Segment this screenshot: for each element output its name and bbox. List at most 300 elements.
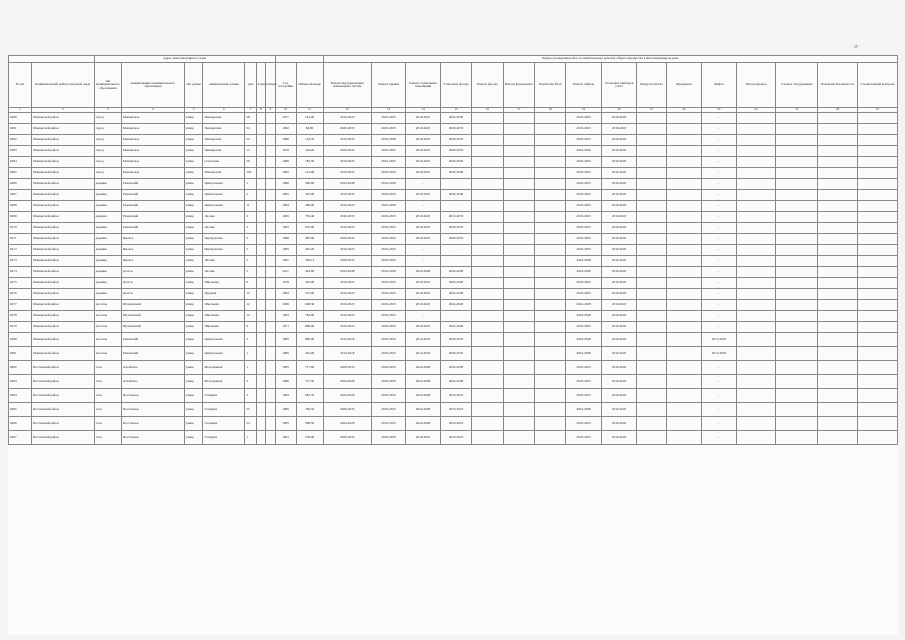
table-cell (637, 389, 666, 403)
table-cell (503, 245, 534, 256)
table-cell: Лесная (203, 256, 245, 267)
blank-corner (9, 56, 95, 63)
table-cell: 2024-2028 (566, 267, 602, 278)
table-cell: 2019-2033 (566, 245, 602, 256)
table-cell: 2019-2023 (406, 234, 441, 245)
table-cell: Пестовское (121, 417, 184, 431)
table-cell: 2019-2028 (371, 179, 406, 190)
table-cell (736, 212, 776, 223)
table-cell: 6285 (9, 403, 32, 417)
table-cell: - (702, 375, 737, 389)
table-cell: Раменский (121, 190, 184, 201)
table-cell: 2013-2018 (702, 333, 737, 347)
table-cell: 680,00 (296, 333, 323, 347)
table-cell: - (702, 361, 737, 375)
table-cell (666, 179, 702, 190)
table-cell (534, 234, 565, 245)
table-cell: 2014-2018 (406, 347, 441, 361)
table-cell: 1985 (275, 347, 296, 361)
table-cell: Мошенской район (32, 190, 95, 201)
table-cell: улица (184, 278, 203, 289)
table-cell (503, 267, 534, 278)
table-cell (736, 201, 776, 212)
table-row (9, 300, 898, 311)
column-number: 9 (266, 108, 275, 113)
table-cell (503, 168, 534, 179)
column-number: 13 (371, 108, 406, 113)
table-cell: 2019-2043 (601, 256, 637, 267)
table-row (9, 417, 898, 431)
table-cell (637, 245, 666, 256)
table-cell: 2019-2023 (371, 256, 406, 267)
table-row (9, 403, 898, 417)
table-cell: Гагарина (203, 403, 245, 417)
table-cell (857, 245, 897, 256)
table-cell: Мошенской район (32, 256, 95, 267)
table-cell (857, 256, 897, 267)
table-cell (637, 135, 666, 146)
table-cell: Мошенской район (32, 146, 95, 157)
table-cell (266, 157, 275, 168)
table-cell (637, 417, 666, 431)
table-cell (637, 124, 666, 135)
table-cell: 1966 (275, 179, 296, 190)
table-cell (472, 278, 503, 289)
table-cell: 2024-2028 (406, 417, 441, 431)
table-cell: Пестовское (121, 403, 184, 417)
column-header: Год постройки (275, 63, 296, 108)
table-cell: 2013-2018 (702, 347, 737, 361)
table-cell (736, 322, 776, 333)
table-cell (256, 300, 265, 311)
table-cell (637, 212, 666, 223)
table-row (9, 179, 898, 190)
table-cell (637, 431, 666, 445)
table-cell (256, 157, 265, 168)
table-cell: 6281 (9, 347, 32, 361)
table-cell: 2019-2023 (440, 403, 471, 417)
table-cell (266, 234, 275, 245)
table-cell: 2019-2043 (601, 157, 637, 168)
table-cell: Черемуховая (203, 234, 245, 245)
table-cell: 2019-2025 (406, 157, 441, 168)
table-cell: 6280 (9, 113, 32, 124)
column-header: муниципальный район/городской округ (32, 63, 95, 108)
table-cell: Прудная (203, 289, 245, 300)
table-cell: 2019-2023 (406, 212, 441, 223)
table-cell: 2019-2023 (371, 311, 406, 322)
table-cell (256, 389, 265, 403)
table-cell (818, 322, 858, 333)
column-header: Ремонт внутридомовых инженерных систем (323, 63, 371, 108)
table-cell: 2019-2033 (323, 157, 371, 168)
column-header: Утепление фасада (440, 63, 471, 108)
table-cell (857, 168, 897, 179)
table-cell: Гагарина (203, 431, 245, 445)
table-row (9, 124, 898, 135)
column-header-row (9, 63, 898, 108)
table-cell: 1966 (275, 135, 296, 146)
table-cell (503, 300, 534, 311)
schedule-sheet (8, 55, 898, 635)
column-header: литера (266, 63, 275, 108)
table-cell: 1985 (275, 417, 296, 431)
table-cell: 2019-2023 (371, 234, 406, 245)
table-cell: 2019-2023 (406, 135, 441, 146)
column-number: 3 (94, 108, 121, 113)
table-cell: 727,50 (296, 375, 323, 389)
table-cell: 2019-2033 (566, 234, 602, 245)
table-cell: 2019-2025 (406, 146, 441, 157)
table-cell: 2029-2033 (323, 124, 371, 135)
table-cell: Раменский (121, 333, 184, 347)
table-cell: деревня (94, 179, 121, 190)
table-cell (503, 201, 534, 212)
table-cell (736, 289, 776, 300)
table-cell: - (702, 300, 737, 311)
table-cell: 2019-2023 (371, 223, 406, 234)
table-row (9, 234, 898, 245)
table-cell: 390,13 (296, 256, 323, 267)
table-cell (637, 146, 666, 157)
table-cell: 2019-2023 (440, 417, 471, 431)
table-row (9, 190, 898, 201)
table-cell: 983,70 (296, 389, 323, 403)
column-number: 14 (406, 108, 441, 113)
table-cell: 1969 (275, 300, 296, 311)
table-cell (534, 168, 565, 179)
table-cell: 2024-2028 (440, 278, 471, 289)
table-cell: Черемуховая (203, 245, 245, 256)
table-cell: 568,50 (296, 417, 323, 431)
column-header: Ремонт крыши (371, 63, 406, 108)
table-cell (666, 135, 702, 146)
table-cell (637, 333, 666, 347)
table-cell: 2024-2028 (406, 267, 441, 278)
table-cell: 54 (245, 124, 257, 135)
table-cell (472, 157, 503, 168)
table-cell (256, 347, 265, 361)
table-cell (534, 179, 565, 190)
table-cell (857, 289, 897, 300)
table-body (9, 113, 898, 445)
table-cell: 2019-2023 (566, 201, 602, 212)
table-cell: Долгое (121, 278, 184, 289)
table-cell: 2019-2023 (371, 289, 406, 300)
table-cell (534, 157, 565, 168)
table-cell: улица (184, 375, 203, 389)
table-cell: 2019-2023 (323, 322, 371, 333)
table-cell (736, 256, 776, 267)
table-cell: деревня (94, 223, 121, 234)
table-cell: 2029-2033 (323, 256, 371, 267)
table-cell (637, 403, 666, 417)
table-cell (776, 361, 818, 375)
table-cell: 2019-2023 (566, 168, 602, 179)
table-cell: 6277 (9, 300, 32, 311)
table-cell: село (94, 431, 121, 445)
table-cell (818, 278, 858, 289)
table-cell: 134,70 (296, 135, 323, 146)
table-cell (818, 113, 858, 124)
table-cell (534, 113, 565, 124)
table-cell: 302,00 (296, 278, 323, 289)
table-cell (256, 212, 265, 223)
column-header: Пожарная безопасность (818, 63, 858, 108)
table-cell (736, 347, 776, 361)
table-cell: Ямское (121, 256, 184, 267)
table-cell (534, 245, 565, 256)
table-cell: Алтайское (121, 361, 184, 375)
table-cell (503, 256, 534, 267)
table-cell: 2019-2043 (601, 146, 637, 157)
table-cell (472, 333, 503, 347)
table-cell (776, 403, 818, 417)
table-cell (534, 333, 565, 347)
table-cell (266, 361, 275, 375)
table-cell (736, 300, 776, 311)
table-cell: 2019-2023 (406, 278, 441, 289)
column-number: 4 (121, 108, 184, 113)
table-cell (666, 245, 702, 256)
table-cell: 3 (245, 333, 257, 347)
table-cell: 2019-2023 (566, 431, 602, 445)
table-cell (503, 124, 534, 135)
table-cell (776, 146, 818, 157)
table-cell: Советская (203, 157, 245, 168)
table-cell: 6287 (9, 190, 32, 201)
table-cell (637, 190, 666, 201)
table-cell: - (702, 431, 737, 445)
table-row (9, 361, 898, 375)
table-cell: 2019-2023 (371, 403, 406, 417)
table-cell: Мошенской район (32, 267, 95, 278)
table-cell: 1978 (275, 278, 296, 289)
table-cell (857, 179, 897, 190)
table-cell (503, 361, 534, 375)
table-cell: 6289 (9, 212, 32, 223)
table-cell: 2024-2028 (323, 389, 371, 403)
column-number: 11 (296, 108, 323, 113)
table-cell: 1 (245, 361, 257, 375)
table-cell (266, 212, 275, 223)
table-cell: улица (184, 431, 203, 445)
table-cell (266, 322, 275, 333)
table-cell (266, 168, 275, 179)
column-header: корпус (256, 63, 265, 108)
table-cell (666, 389, 702, 403)
table-cell (857, 113, 897, 124)
table-cell: - (440, 256, 471, 267)
table-cell: 6284 (9, 389, 32, 403)
table-cell: 686,00 (296, 322, 323, 333)
table-cell: 2024-2028 (440, 289, 471, 300)
table-cell (776, 389, 818, 403)
table-cell: - (702, 267, 737, 278)
table-cell (857, 333, 897, 347)
table-cell (503, 234, 534, 245)
table-cell: - (702, 179, 737, 190)
table-cell (857, 267, 897, 278)
table-row (9, 157, 898, 168)
table-cell (472, 124, 503, 135)
table-cell: деревня (94, 201, 121, 212)
table-cell: улица (184, 333, 203, 347)
table-cell (534, 278, 565, 289)
table-cell (472, 267, 503, 278)
table-row (9, 245, 898, 256)
table-cell (266, 146, 275, 157)
table-cell (472, 322, 503, 333)
table-cell (637, 256, 666, 267)
column-header: № п/п (9, 63, 32, 108)
column-number: 27 (857, 108, 897, 113)
table-cell: 2023-2028 (371, 201, 406, 212)
table-cell: Мошенской район (32, 278, 95, 289)
table-cell (503, 403, 534, 417)
column-number: 22 (666, 108, 702, 113)
table-cell: 1985 (275, 403, 296, 417)
table-cell (776, 267, 818, 278)
table-cell: Пестовский район (32, 431, 95, 445)
table-cell (666, 347, 702, 361)
table-cell (666, 361, 702, 375)
page-number: -2- (853, 45, 859, 50)
table-cell (256, 179, 265, 190)
table-cell: 2019-2043 (601, 245, 637, 256)
table-cell (857, 361, 897, 375)
table-cell: Мошенской район (32, 179, 95, 190)
column-number: 1 (9, 108, 32, 113)
table-cell: Мошенской район (32, 223, 95, 234)
table-cell: 305,00 (296, 190, 323, 201)
table-cell: 2029-2033 (371, 361, 406, 375)
table-cell: 6281 (9, 124, 32, 135)
column-header: Газовое оборудование (776, 63, 818, 108)
table-cell (776, 124, 818, 135)
table-cell (818, 361, 858, 375)
column-number: 2 (32, 108, 95, 113)
table-cell (857, 278, 897, 289)
table-cell: улица (184, 311, 203, 322)
table-cell: 2019-2043 (601, 212, 637, 223)
column-number: 12 (323, 108, 371, 113)
table-cell: 6274 (9, 267, 32, 278)
table-cell (266, 300, 275, 311)
table-cell (776, 278, 818, 289)
table-cell (818, 267, 858, 278)
table-cell: 1964 (275, 201, 296, 212)
table-cell: село (94, 375, 121, 389)
table-cell (256, 375, 265, 389)
table-cell: 6283 (9, 146, 32, 157)
table-cell (266, 403, 275, 417)
table-cell (503, 375, 534, 389)
table-cell: 2029-2033 (371, 333, 406, 347)
table-cell: 2024-2028 (406, 403, 441, 417)
table-cell: 6282 (9, 361, 32, 375)
table-cell: 648,30 (296, 300, 323, 311)
table-row (9, 135, 898, 146)
table-cell: 2019-2043 (601, 278, 637, 289)
table-cell (666, 322, 702, 333)
table-cell: 3 (245, 375, 257, 389)
column-header: Ремонт фундамента (503, 63, 534, 108)
table-cell: 2 (245, 190, 257, 201)
table-cell: 2 (245, 212, 257, 223)
table-cell (472, 289, 503, 300)
table-cell: 6279 (9, 322, 32, 333)
column-header: Строительный контроль (857, 63, 897, 108)
table-cell: 2023-2025 (371, 113, 406, 124)
table-cell: Мошенское (121, 168, 184, 179)
table-cell (818, 157, 858, 168)
table-cell: 1 (245, 347, 257, 361)
table-cell: 2029-2033 (323, 403, 371, 417)
table-cell: 2019-2023 (323, 113, 371, 124)
column-number: 17 (503, 108, 534, 113)
table-cell (637, 322, 666, 333)
table-cell: 2024-2028 (440, 361, 471, 375)
table-cell: 15 (245, 146, 257, 157)
table-cell: улица (184, 389, 203, 403)
table-cell (666, 124, 702, 135)
table-cell: 2019-2023 (566, 157, 602, 168)
table-cell (534, 223, 565, 234)
table-cell: Лесная (203, 212, 245, 223)
table-cell (776, 322, 818, 333)
table-cell (534, 124, 565, 135)
table-cell: 2019-2043 (601, 113, 637, 124)
table-cell (776, 201, 818, 212)
table-cell: 2019-2043 (601, 234, 637, 245)
table-cell: 485,00 (296, 234, 323, 245)
table-cell: деревня (94, 256, 121, 267)
table-cell (503, 278, 534, 289)
table-cell: 2024-2028 (440, 375, 471, 389)
table-cell: Центральная (203, 179, 245, 190)
table-cell (818, 256, 858, 267)
table-cell: 2019-2025 (406, 168, 441, 179)
table-cell (534, 300, 565, 311)
table-cell (736, 113, 776, 124)
table-cell (857, 417, 897, 431)
table-cell (666, 157, 702, 168)
table-cell: деревня (94, 212, 121, 223)
table-cell: Шушамский (121, 300, 184, 311)
table-cell: - (702, 124, 737, 135)
table-cell: - (406, 311, 441, 322)
table-cell (534, 389, 565, 403)
table-cell (256, 113, 265, 124)
table-cell: Мошенской район (32, 300, 95, 311)
table-cell (736, 278, 776, 289)
table-cell (666, 403, 702, 417)
table-cell (472, 135, 503, 146)
table-cell: - (702, 201, 737, 212)
table-cell: 2019-2023 (566, 124, 602, 135)
table-cell (818, 223, 858, 234)
table-row (9, 375, 898, 389)
table-cell: Мошенское (121, 146, 184, 157)
table-cell (637, 223, 666, 234)
table-cell: 2019-2025 (566, 135, 602, 146)
table-cell: Мошенской район (32, 234, 95, 245)
table-cell: 2024-2028 (440, 322, 471, 333)
table-cell (818, 146, 858, 157)
table-cell (776, 157, 818, 168)
table-cell (503, 113, 534, 124)
